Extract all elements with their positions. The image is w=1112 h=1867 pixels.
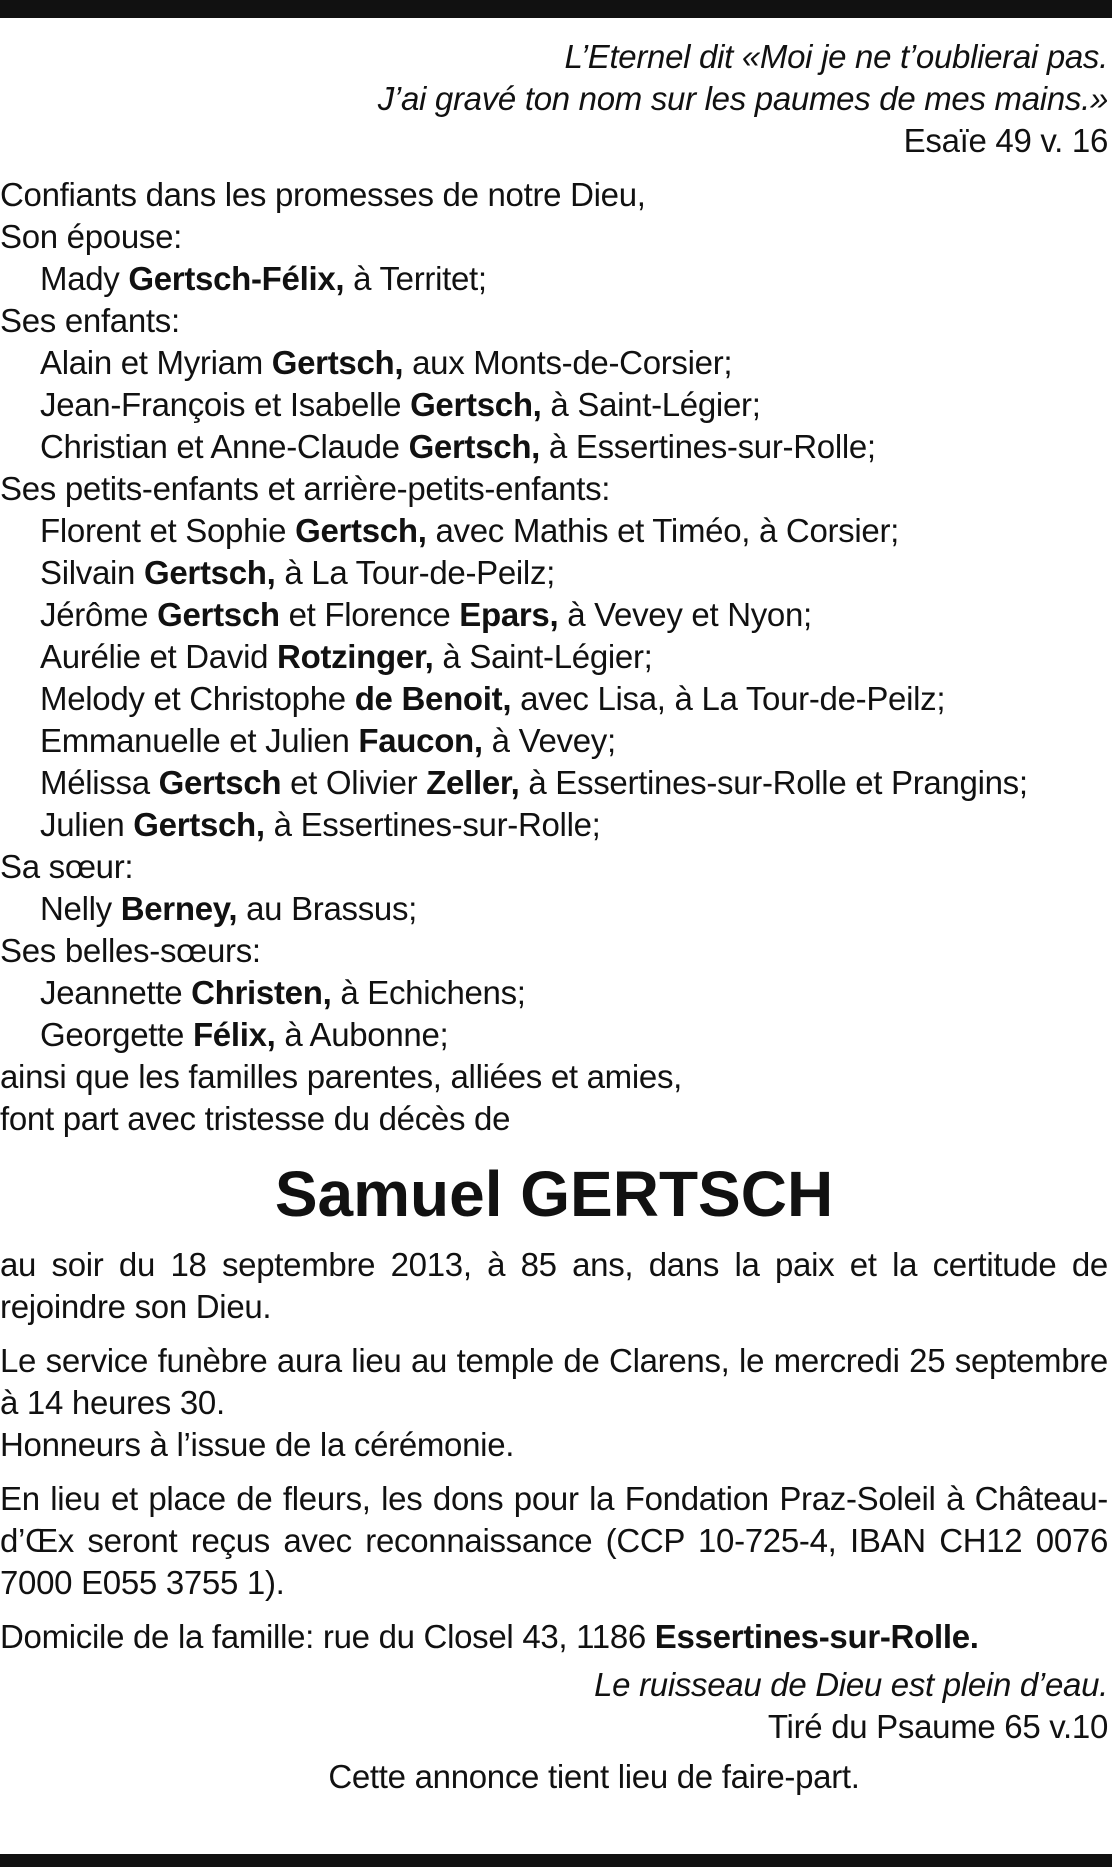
obituary-notice [0,36,1108,1798]
family-entry: Julien Gertsch, à Essertines-sur-Rolle; [40,806,601,843]
epigraph [0,36,1108,162]
family-entry: Silvain Gertsch, à La Tour-de-Peilz; [40,554,556,591]
intro-line: Confiants dans les promesses de notre Dieu, [0,176,646,213]
bottom-rule [0,1854,1112,1867]
service-paragraph: Le service funèbre aura lieu au temple de Clarens, le mercredi 25 septembre à 14 heures 30. [0,1342,1108,1421]
outro-line-2: font part avec tristesse du décès de [0,1100,511,1137]
epigraph-line-2: J’ai gravé ton nom sur les paumes de mes mains.» [377,80,1108,117]
group-heading: Sa sœur: [0,848,134,885]
family-list [0,174,1108,1140]
death-paragraph: au soir du 18 septembre 2013, à 85 ans, dans la paix et la certitude de rejoindre son Dieu. [0,1246,1108,1325]
family-entry: Christian et Anne-Claude Gertsch, à Essertines-sur-Rolle; [40,428,876,465]
group-heading: Son épouse: [0,218,183,255]
family-entry: Jérôme Gertsch et Florence Epars, à Vevey et Nyon; [40,596,812,633]
family-entry: Aurélie et David Rotzinger, à Saint-Légier; [40,638,653,675]
epigraph-reference: Esaïe 49 v. 16 [903,122,1108,159]
epigraph-line-1: L’Eternel dit «Moi je ne t’oublierai pas. [564,38,1108,75]
top-rule [0,0,1112,18]
deceased-name: Samuel GERTSCH [274,1158,834,1230]
family-entry: Alain et Myriam Gertsch, aux Monts-de-Corsier; [40,344,733,381]
family-entry: Mady Gertsch-Félix, à Territet; [40,260,487,297]
family-entry: Mélissa Gertsch et Olivier Zeller, à Essertines-sur-Rolle et Prangins; [40,764,1028,801]
family-entry: Florent et Sophie Gertsch, avec Mathis et Timéo, à Corsier; [40,512,900,549]
honours-paragraph: Honneurs à l’issue de la cérémonie. [0,1426,515,1463]
family-entry: Melody et Christophe de Benoit, avec Lisa, à La Tour-de-Peilz; [40,680,946,717]
family-entry: Georgette Félix, à Aubonne; [40,1016,449,1053]
family-entry: Emmanuelle et Julien Faucon, à Vevey; [40,722,616,759]
domicile-paragraph: Domicile de la famille: rue du Closel 43, 1186 Essertines-sur-Rolle. [0,1618,979,1655]
notice-line: Cette annonce tient lieu de faire-part. [328,1758,860,1795]
donations-paragraph: En lieu et place de fleurs, les dons pour la Fondation Praz-Soleil à Château-d’Œx seront reçus avec reconnaissance (CCP 10-725-4, IBAN CH12 0076 7000 E055 3755 1). [0,1480,1108,1601]
outro-line-1: ainsi que les familles parentes, alliées et amies, [0,1058,683,1095]
family-entry: Nelly Berney, au Brassus; [40,890,418,927]
closing-quote-text: Le ruisseau de Dieu est plein d’eau. [594,1666,1108,1703]
group-heading: Ses enfants: [0,302,180,339]
family-entry: Jean-François et Isabelle Gertsch, à Saint-Légier; [40,386,761,423]
group-heading: Ses belles-sœurs: [0,932,261,969]
group-heading: Ses petits-enfants et arrière-petits-enfants: [0,470,611,507]
family-entry: Jeannette Christen, à Echichens; [40,974,526,1011]
closing-quote [0,1664,1108,1748]
closing-quote-reference: Tiré du Psaume 65 v.10 [767,1708,1108,1745]
